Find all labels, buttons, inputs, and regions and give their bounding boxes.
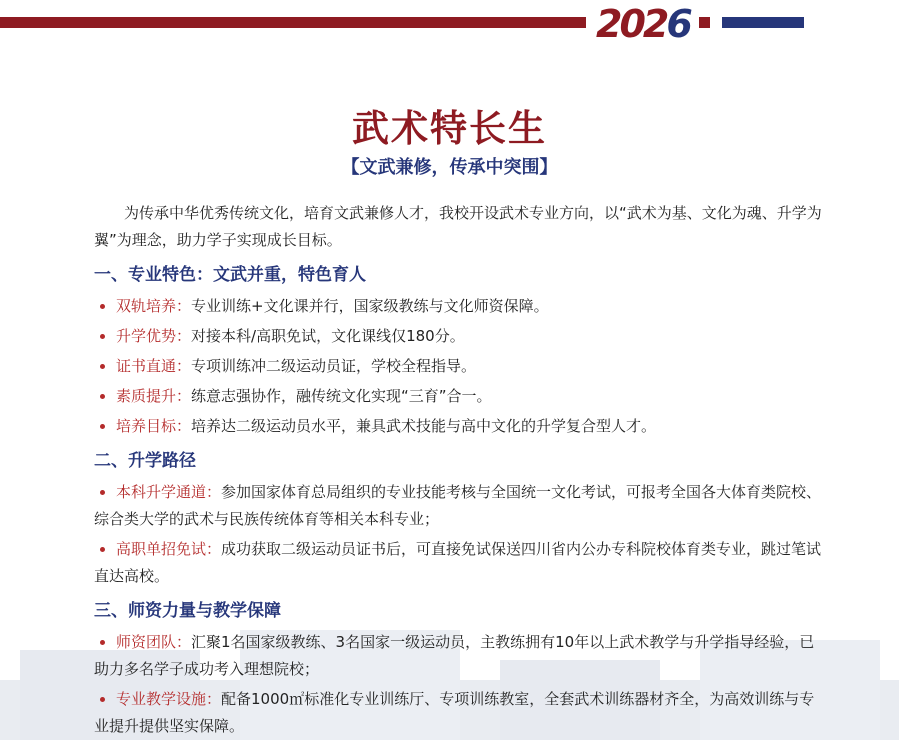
list-item <box>94 293 824 320</box>
bullet-dot-icon <box>100 304 105 309</box>
item-label: 本科升学通道： <box>116 483 222 501</box>
intro-paragraph: 为传承中华优秀传统文化，培育文武兼修人才，我校开设武术专业方向，以“武术为基、文化为魂、升学为翼”为理念，助力学子实现成长目标。 <box>94 204 822 249</box>
bullet-dot-icon <box>100 364 105 369</box>
header-blue-bar <box>722 17 804 28</box>
item-text: 配备1000㎡标准化专业训练厅、专项训练教室，全套武术训练器材齐全，为高效训练与专业提升提供坚实保障。 <box>94 690 815 735</box>
faculty-list <box>94 629 824 740</box>
pathways-list <box>94 479 824 590</box>
bullet-dot-icon <box>100 334 105 339</box>
list-item <box>94 413 824 440</box>
item-label: 专业教学设施： <box>116 690 222 708</box>
year-part-3: 6 <box>666 2 690 46</box>
year-part-1: 20 <box>596 2 643 46</box>
bullet-dot-icon <box>100 697 105 702</box>
header-red-bar <box>0 17 586 28</box>
section-title-faculty: 三、师资力量与教学保障 <box>94 601 281 621</box>
item-text: 参加国家体育总局组织的专业技能考核与全国统一文化考试，可报考全国各大体育类院校、综合类大学的武术与民族传统体育等相关本科专业； <box>94 483 822 528</box>
list-item <box>94 479 824 533</box>
item-text: 对接本科/高职免试，文化课线仅180分。 <box>191 327 465 345</box>
item-text: 汇聚1名国家级教练、3名国家一级运动员，主教练拥有10年以上武术教学与升学指导经验，已助力多名学子成功考入理想院校； <box>94 633 815 678</box>
item-label: 高职单招免试： <box>116 540 222 558</box>
item-label: 升学优势： <box>116 327 192 345</box>
item-label: 培养目标： <box>116 417 192 435</box>
features-list <box>94 293 824 440</box>
year-part-2: 2 <box>642 2 667 46</box>
list-item <box>94 629 824 683</box>
section-title-pathways: 二、升学路径 <box>94 451 196 471</box>
item-text: 练意志强协作，融传统文化实现“三育”合一。 <box>191 387 492 405</box>
list-item <box>94 686 824 740</box>
list-item <box>94 323 824 350</box>
item-label: 师资团队： <box>116 633 192 651</box>
item-text: 专业训练+文化课并行，国家级教练与文化师资保障。 <box>191 297 549 315</box>
section-title-features: 一、专业特色：文武并重，特色育人 <box>94 265 366 285</box>
bullet-dot-icon <box>100 394 105 399</box>
bullet-dot-icon <box>100 424 105 429</box>
list-item <box>94 383 824 410</box>
page-title: 武术特长生 <box>352 106 547 150</box>
content-body <box>94 200 824 740</box>
item-text: 专项训练冲二级运动员证，学校全程指导。 <box>191 357 477 375</box>
bullet-dot-icon <box>100 640 105 645</box>
year-logo <box>596 4 690 44</box>
item-text: 培养达二级运动员水平，兼具武术技能与高中文化的升学复合型人才。 <box>191 417 657 435</box>
item-label: 双轨培养： <box>116 297 192 315</box>
bullet-dot-icon <box>100 547 105 552</box>
bullet-dot-icon <box>100 490 105 495</box>
item-label: 素质提升： <box>116 387 192 405</box>
header-red-square <box>699 17 710 28</box>
list-item <box>94 536 824 590</box>
item-label: 证书直通： <box>116 357 192 375</box>
page-subtitle: 【文武兼修，传承中突围】 <box>341 157 558 178</box>
list-item <box>94 353 824 380</box>
item-text: 成功获取二级运动员证书后，可直接免试保送四川省内公办专科院校体育类专业，跳过笔试直达高校。 <box>94 540 822 585</box>
